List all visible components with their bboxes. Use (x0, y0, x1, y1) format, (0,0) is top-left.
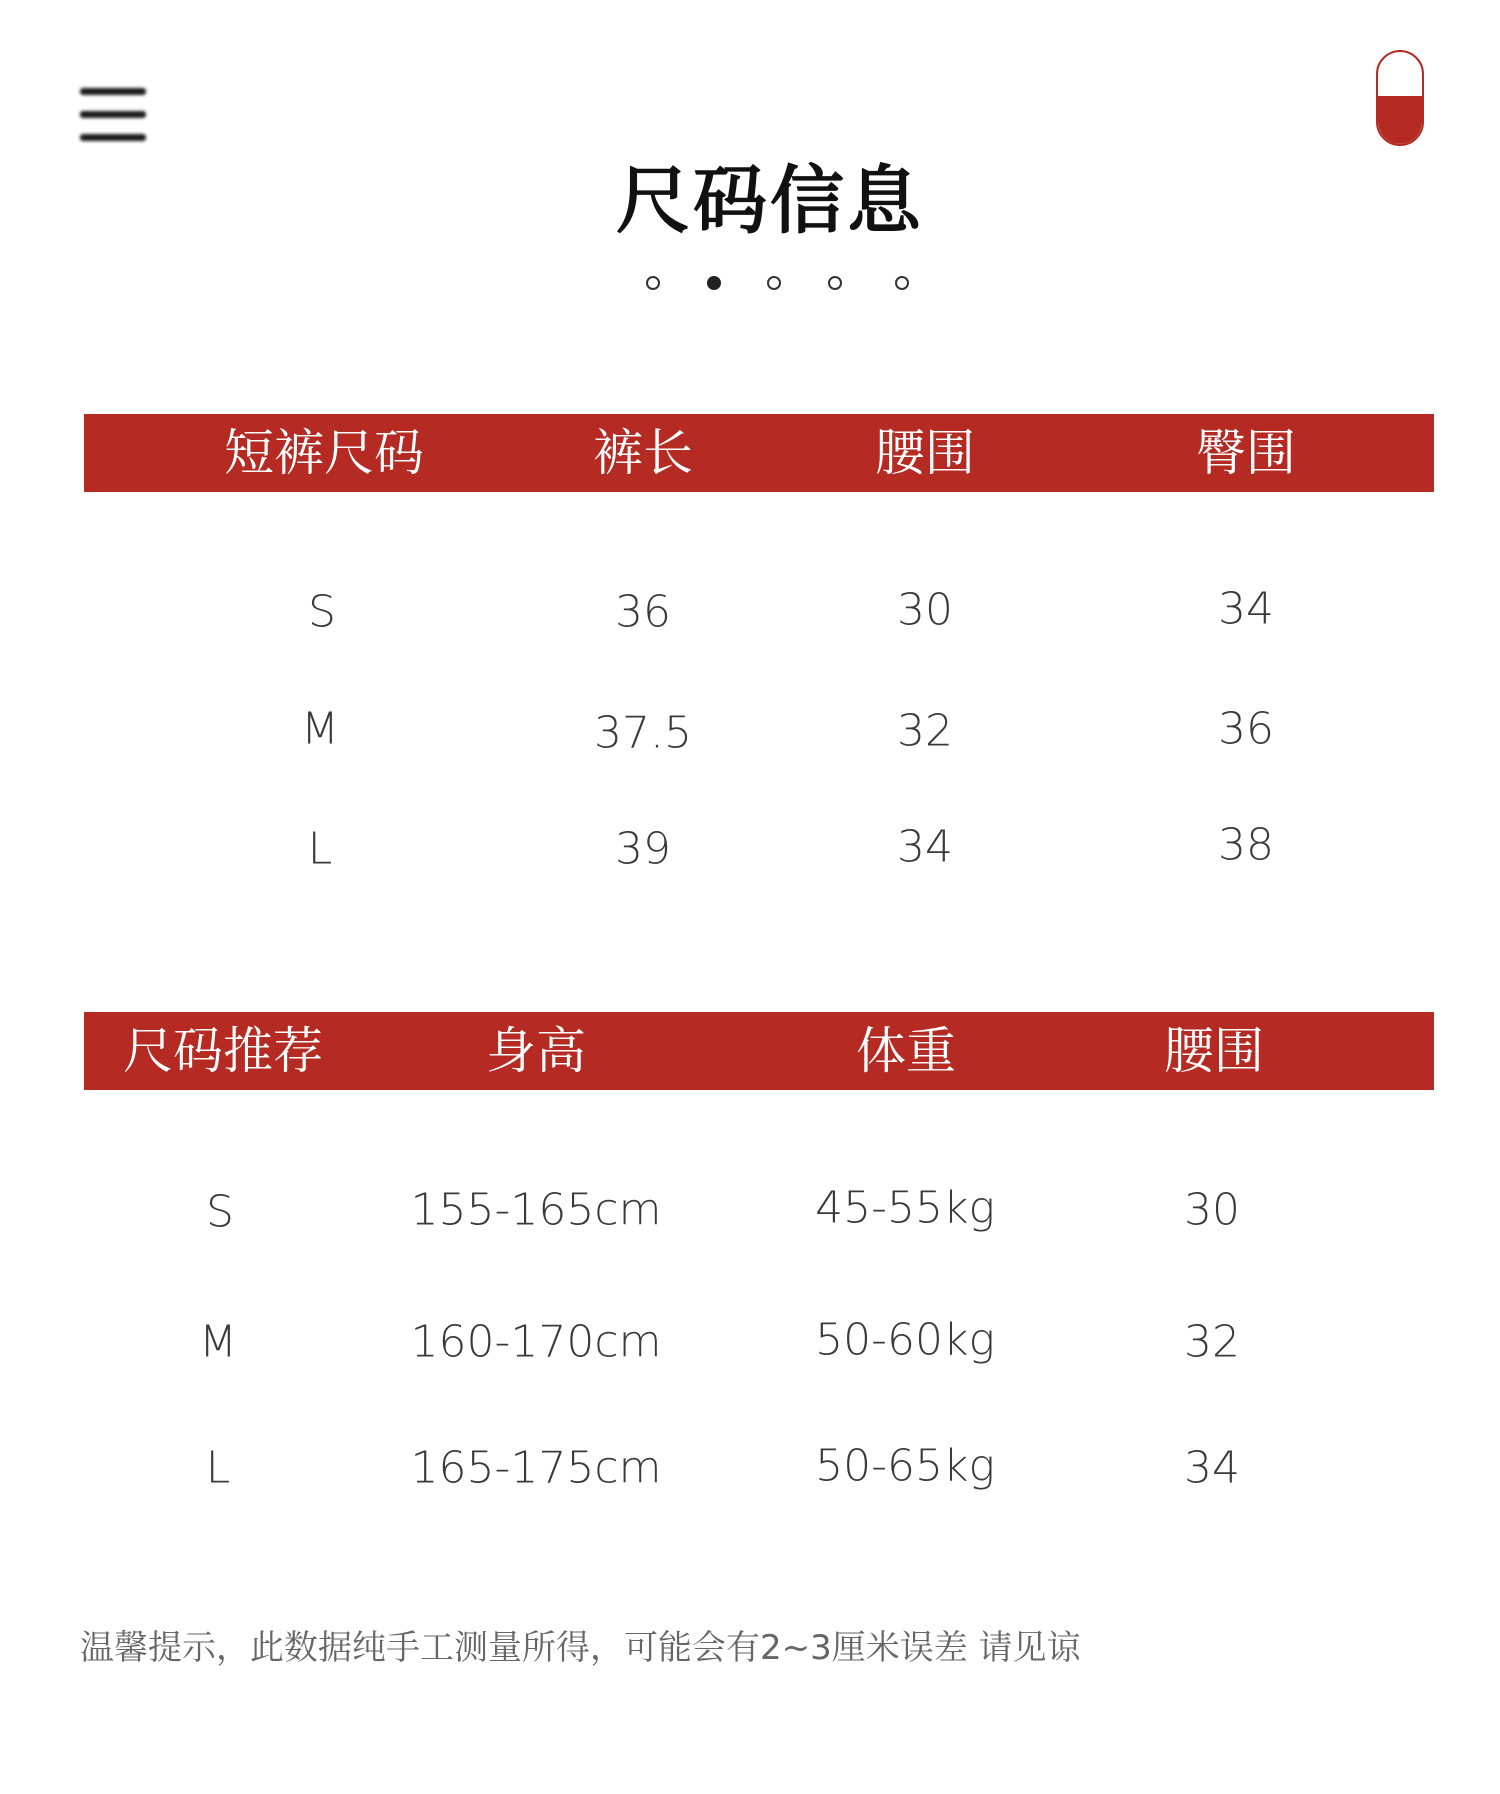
header-size-recommend: 尺码推荐 (123, 1022, 323, 1080)
table-cell: S (206, 1186, 234, 1238)
header-shorts-size: 短裤尺码 (224, 424, 424, 482)
table-cell: 50-65kg (815, 1440, 995, 1492)
table-cell: 32 (1184, 1316, 1240, 1368)
pager-dot-active[interactable] (707, 276, 721, 290)
table-cell: 37.5 (594, 707, 692, 759)
table-cell: M (301, 703, 339, 755)
table-cell: 45-55kg (815, 1182, 995, 1234)
header-waist: 腰围 (1164, 1022, 1264, 1080)
shorts-table-header (84, 414, 1434, 492)
table-cell: L (205, 1442, 231, 1494)
table-cell: M (199, 1316, 237, 1368)
header-length: 裤长 (593, 424, 693, 482)
table-cell: 32 (897, 705, 953, 757)
pager-dot[interactable] (767, 276, 781, 290)
header-height: 身高 (486, 1022, 586, 1080)
table-cell: 160-170cm (410, 1316, 662, 1368)
table-cell: 38 (1218, 819, 1274, 871)
table-cell: 36 (615, 586, 671, 638)
table-cell: 39 (615, 823, 671, 875)
pager-dot[interactable] (828, 276, 842, 290)
table-cell: 50-60kg (815, 1314, 995, 1366)
header-hip: 臀围 (1196, 424, 1296, 482)
header-weight: 体重 (856, 1022, 956, 1080)
table-cell: 34 (1218, 583, 1274, 635)
page-title: 尺码信息 (616, 158, 924, 244)
table-cell: 30 (1184, 1184, 1240, 1236)
recommend-table-header (84, 1012, 1434, 1090)
table-cell: 165-175cm (410, 1442, 662, 1494)
pager-dot[interactable] (646, 276, 660, 290)
table-cell: 30 (897, 584, 953, 636)
pager-dots (0, 276, 1500, 296)
footer-note: 温馨提示，此数据纯手工测量所得，可能会有2~3厘米误差 请见谅 (80, 1628, 1081, 1668)
pager-dot[interactable] (895, 276, 909, 290)
table-cell: 34 (897, 821, 953, 873)
hamburger-menu-icon[interactable] (80, 86, 146, 144)
table-cell: 36 (1218, 703, 1274, 755)
table-cell: 155-165cm (410, 1184, 662, 1236)
table-cell: 34 (1184, 1442, 1240, 1494)
header-waist: 腰围 (875, 424, 975, 482)
pill-toggle-icon[interactable] (1376, 50, 1424, 146)
toggle-knob (1378, 96, 1422, 144)
table-cell: L (307, 823, 333, 875)
table-cell: S (308, 586, 336, 638)
